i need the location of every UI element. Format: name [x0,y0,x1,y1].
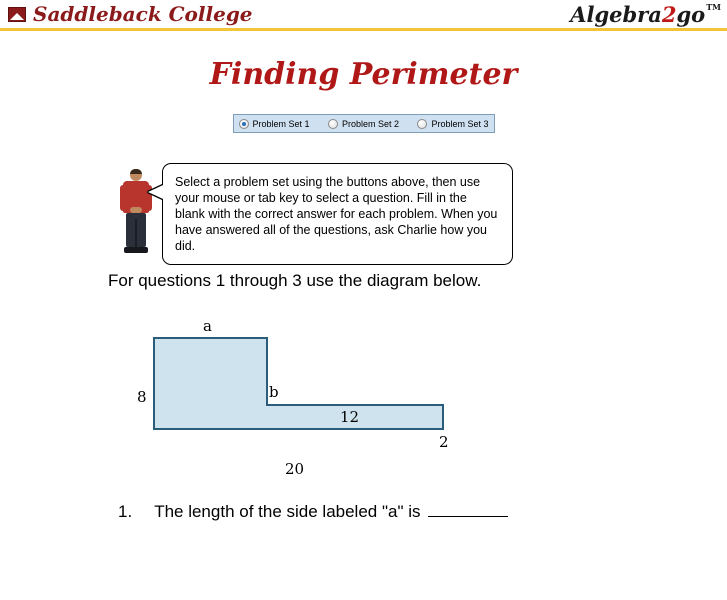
instructions-bubble: Select a problem set using the buttons above, then use your mouse or tab key to select a question. Fill in the blank with the correct answer for each problem. When you have answered all of the questions, ask Charlie how you did. [162,163,513,265]
instructions-area [0,163,727,263]
college-name: Saddleback College [33,2,253,26]
figure-label-20: 20 [285,460,305,478]
perimeter-diagram [0,309,727,478]
problem-set-label-2: Problem Set 2 [341,118,400,129]
mountain-logo-icon [8,7,26,22]
answer-input[interactable] [428,499,508,517]
composite-rectangle-shape [153,337,453,462]
radio-icon-set-1[interactable] [239,119,249,129]
brand-two-text: 2 [661,1,677,27]
problem-set-option-3[interactable] [417,119,488,129]
figure-label-8: 8 [137,388,147,406]
figure-label-a: a [203,317,212,335]
question-text-group [154,499,507,522]
radio-icon-set-3[interactable] [417,119,427,129]
problem-set-option-2[interactable] [328,119,399,129]
problem-set-label-1: Problem Set 1 [252,118,310,129]
page-title: Finding Perimeter [209,57,518,92]
brand-go-text: go [676,1,706,27]
algebra2go-brand [570,2,721,27]
question-text: The length of the side labeled "a" is [154,502,421,521]
header-left-group [8,2,253,26]
brand-trademark: TM [706,1,721,12]
question-number: 1. [118,502,133,521]
problem-set-selector[interactable] [233,114,495,133]
figure-label-2: 2 [439,433,449,451]
problem-set-option-1[interactable] [239,119,310,129]
charlie-character-icon [118,169,154,255]
question-row [0,499,727,522]
figure-label-b: b [269,383,279,401]
figure-label-12: 12 [340,408,360,426]
diagram-prompt: For questions 1 through 3 use the diagram below. [108,271,482,290]
problem-set-label-3: Problem Set 3 [431,118,489,129]
radio-icon-set-2[interactable] [328,119,338,129]
speech-bubble-tail-icon [148,185,163,199]
site-header [0,0,727,31]
brand-algebra-text: Algebra [570,1,662,27]
